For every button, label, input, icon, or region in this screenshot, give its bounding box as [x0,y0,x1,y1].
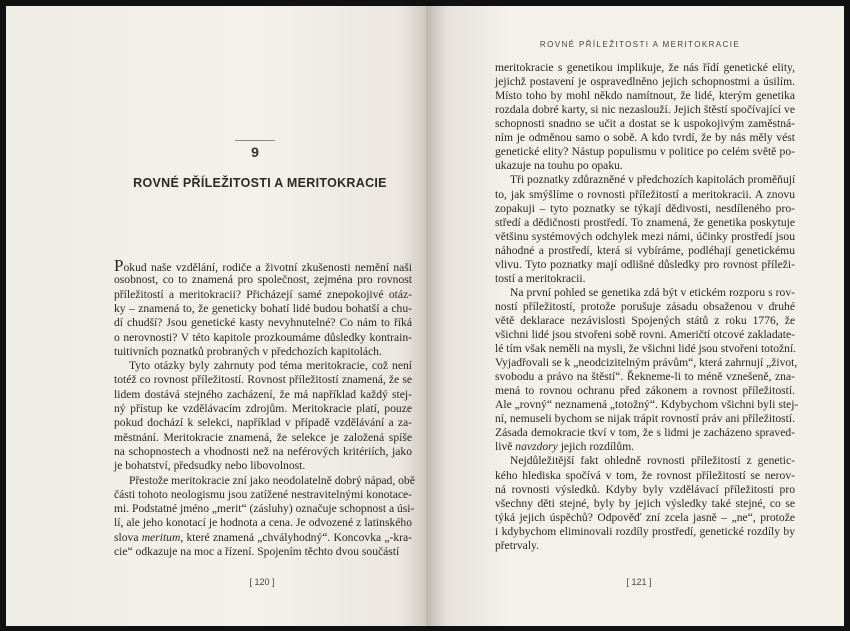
page-number-right: [ 121 ] [626,577,652,587]
text-line: týká jejich úspěchů? Odpověď zní zcela jasně – „ne“, protože [495,510,795,524]
text-line: Tři poznatky zdůrazněné v předchozích kapitolách proměňují [510,173,796,187]
text-line: části tohoto neologismu jsou zatížené nestravitelnými konotace- [114,487,412,501]
text-line: Vyjadřovali se k „neodcizitelným právům“, která zahrnují „život, [495,356,798,370]
text-line: ný přístup ke vzdělávacím zdrojům. Meritokracie platí, pouze [114,402,412,415]
text-line: městnání. Meritokracie znamená, že selekce je založená spíše [114,430,412,444]
text-line: ností příležitostí, protože porušuje zásadu obsaženou v druhé [495,299,795,313]
text-line: mená to rovnou ochranu před zákonem a rovnost příležitostí. [495,384,795,398]
text-line: lé tím však neměli na mysli, že všichni lidé jsou stvořeni totožní. [495,342,797,355]
text-line: zopakuji – tyto poznatky se týkají dědivosti, nesdíleného pro- [495,201,795,215]
text-line: meritokracie s genetikou implikuje, že nás řídí genetické elity, [495,61,795,74]
text-line: livě navzdory jejich rozdílům. [495,440,635,454]
text-line: Na první pohled se genetika zdá být v etickém rozporu s rov- [510,285,795,299]
text-line: cie“ odkazuje na moc a řízení. Spojením těchto dvou součástí [114,545,400,558]
text-line: o nerovnosti? V této kapitole prozkoumáme důsledky kontrain- [114,330,412,344]
text-line: to, jak smýšlíme o rovnosti příležitostí a meritokracii. A znovu [495,187,795,201]
text-line: Přestože meritokracie zní jako neodolatelně dobrý nápad, obě [129,473,415,487]
text-line: jejichž postavení je ospravedlněno jejich schopnostmi a úsilím. [495,75,795,88]
text-line: Nejdůležitější fakt ohledně rovnosti příležitostí z genetic- [510,454,795,468]
text-line: na schopnostech a vhodnosti než na neférových kritériích, jako [114,444,412,458]
text-line: Ale „rovný“ neznamená „totožný“. Kdybychom všichni byli stej- [495,398,799,412]
page-number-left: [ 120 ] [249,577,275,587]
text-line: lidem dostává stejného zacházení, že má například každý stej- [114,387,412,401]
text-line: Pokud naše vzdělání, rodiče a životní zkušenosti nemění naši [114,256,412,275]
text-line: všichni lidé jsou stvořeni sobě rovni. Američtí otcové zakladate- [495,328,795,341]
text-line: vlivu. Tyto poznatky mají odlišné důsledky pro rovnost příleži- [495,257,795,271]
text-line: slova meritum, které znamená „chvályhodný“. Koncovka „-kra- [114,530,413,544]
text-line: Místo toho by mohl někdo namítnout, že lidé, kterým genetika [495,89,795,103]
text-line: většinu systémových odchylek mezi námi, účinky prostředí jsou [495,229,795,243]
text-line: dí chudší? Jsou genetické kasty nevyhnutelné? Co nám to říká [114,316,412,330]
text-line: přetrvaly. [495,538,539,552]
text-line: mi. Podstatné jméno „merit“ (zásluhy) označuje schopnost a úsi- [114,502,415,516]
text-line: Zásada demokracie tkví v tom, že s lidmi je zacházeno spraved- [495,426,795,440]
text-line: osobnost, co to znamená pro společnost, zejména pro rovnost [114,273,412,287]
text-line: ná rovnosti výsledků. Kdyby byly vzdělávací příležitosti pro [495,482,795,496]
chapter-number: 9 [235,140,275,160]
running-head: ROVNÉ PŘÍLEŽITOSTI A MERITOKRACIE [539,40,741,49]
text-line: ní, nemuseli bychom se nijak trápit rovností práv ani příležitostí. [495,412,795,426]
text-line: větě deklarace nezávislosti Spojených států z roku 1776, že [495,313,795,327]
text-line: středí a dědičnosti prostředí. To znamená, že genetika poskytuje [495,215,795,229]
text-line: genetické elity? Nástup populismu v politice po celém světě po- [495,145,795,159]
text-line: kého hlediska spočívá v tom, že rovnost příležitostí se nerov- [495,468,795,482]
text-line: tuitivních poznatků probraných v předchozích kapitolách. [114,344,382,358]
text-line: ním je odměnou samo o sobě. A kdo tvrdí, že by nás měly vést [495,131,795,145]
text-line: totéž co rovnost příležitostí. Rovnost příležitostí znamená, že se [114,373,412,387]
text-line: náhodné a prostředí, která si vybíráme, podléhají genetickému [495,243,795,257]
text-line: rozdala dobré karty, si nic nezaslouží. Jejich štěstí spočívající ve [495,103,795,117]
text-line: je bohatství, předsudky nebo libovolnost. [114,459,306,473]
text-line: všechny děti stejné, byly by jejich výsledky také stejné, co se [495,496,795,510]
text-line: schopnosti snadno se učit a dostat se k uspokojivým zaměstná- [495,117,795,131]
text-line: příležitostí a meritokracii? Přicházejí samé znepokojivé otáz- [114,287,412,301]
text-line: lí, ale jeho konotací je hodnota a cena. Je odvozené z latinského [114,516,412,530]
text-line: svobodu a právo na štěstí“. Řekneme-li to méně vznešeně, zna- [495,370,795,384]
text-line: i kdybychom eliminovali rozdíly prostředí, genetické rozdíly by [495,524,795,538]
chapter-title: ROVNÉ PŘÍLEŽITOSTI A MERITOKRACIE [133,176,387,190]
text-line: ky – znamená to, že geneticky bohatí lidé budou bohatší a chu- [114,301,412,315]
text-line: pokud dochází k selekci, například v případě vzdělávání a za- [114,416,412,430]
text-line: ukazuje na touhu po opaku. [495,159,623,173]
text-line: Tyto otázky byly zahrnuty pod téma meritokracie, což není [129,359,412,373]
text-line: tostí a meritokracii. [495,271,586,285]
